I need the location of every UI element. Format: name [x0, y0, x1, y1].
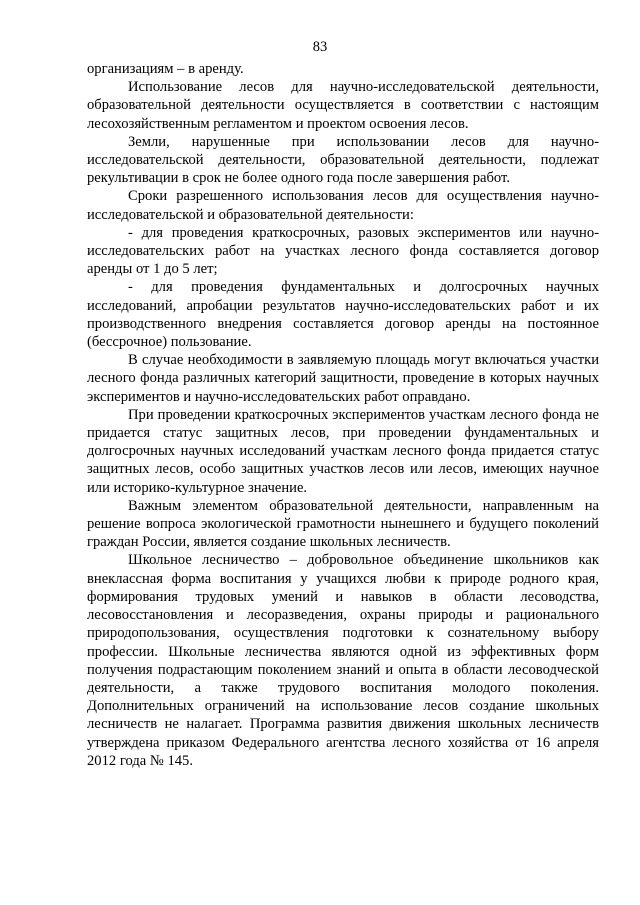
- page-number: 83: [312, 39, 328, 55]
- paragraph: Сроки разрешенного использования лесов для осуществления научно-исследовательской и образовательной деятельности:: [87, 188, 599, 223]
- paragraph: Важным элементом образовательной деятельности, направленным на решение вопроса экологической грамотности нынешнего и будущего поколений граждан России, является создание школьных лесничеств.: [87, 497, 599, 551]
- paragraph: Земли, нарушенные при использовании лесов для научно-исследовательской деятельности, образовательной деятельности, подлежат рекультивации в срок не более одного года после завершения работ.: [87, 133, 599, 187]
- paragraph: организациям – в аренду.: [87, 61, 244, 77]
- paragraph: При проведении краткосрочных экспериментов участкам лесного фонда не придается статус защитных лесов, при проведении фундаментальных и долгосрочных научных исследований участкам лесного фонда придается статус защитных лесов, особо защитных участков лесов или лесов, имеющих научное или историко-культурное значение.: [87, 406, 599, 496]
- paragraph: В случае необходимости в заявляемую площадь могут включаться участки лесного фонда различных категорий защитности, проведение в которых научных экспериментов и научно-исследовательских работ оправдано.: [87, 352, 599, 405]
- document-body: [87, 60, 599, 770]
- paragraph: Школьное лесничество – добровольное объединение школьников как внеклассная форма воспитания у учащихся любви к природе родного края, формирования трудовых умений и навыков в области лесоводства, лесовосстановления и лесоразведения, охраны природы и рационального природопользования, осуществления подготовки к сознательному выбору профессии. Школьные лесничества являются одной из эффективных форм получения подрастающим поколением знаний и опыта в области лесоводческой деятельности, а также трудового воспитания молодого поколения. Дополнительных ограничений на использование лесов создание школьных лесничеств не налагает. Программа развития движения школьных лесничеств утверждена приказом Федерального агентства лесного хозяйства от 16 апреля 2012 года № 145.: [87, 552, 599, 769]
- list-item: - для проведения краткосрочных, разовых экспериментов или научно-исследовательских работ на участках лесного фонда составляется договор аренды от 1 до 5 лет;: [87, 224, 599, 278]
- paragraph: Использование лесов для научно-исследовательской деятельности, образовательной деятельности осуществляется в соответствии с настоящим лесохозяйственным регламентом и проектом освоения лесов.: [87, 79, 599, 132]
- list-item: - для проведения фундаментальных и долгосрочных научных исследований, апробации результатов научно-исследовательских работ и их производственного внедрения составляется договор аренды на постоянное (бессрочное) пользование.: [87, 279, 599, 351]
